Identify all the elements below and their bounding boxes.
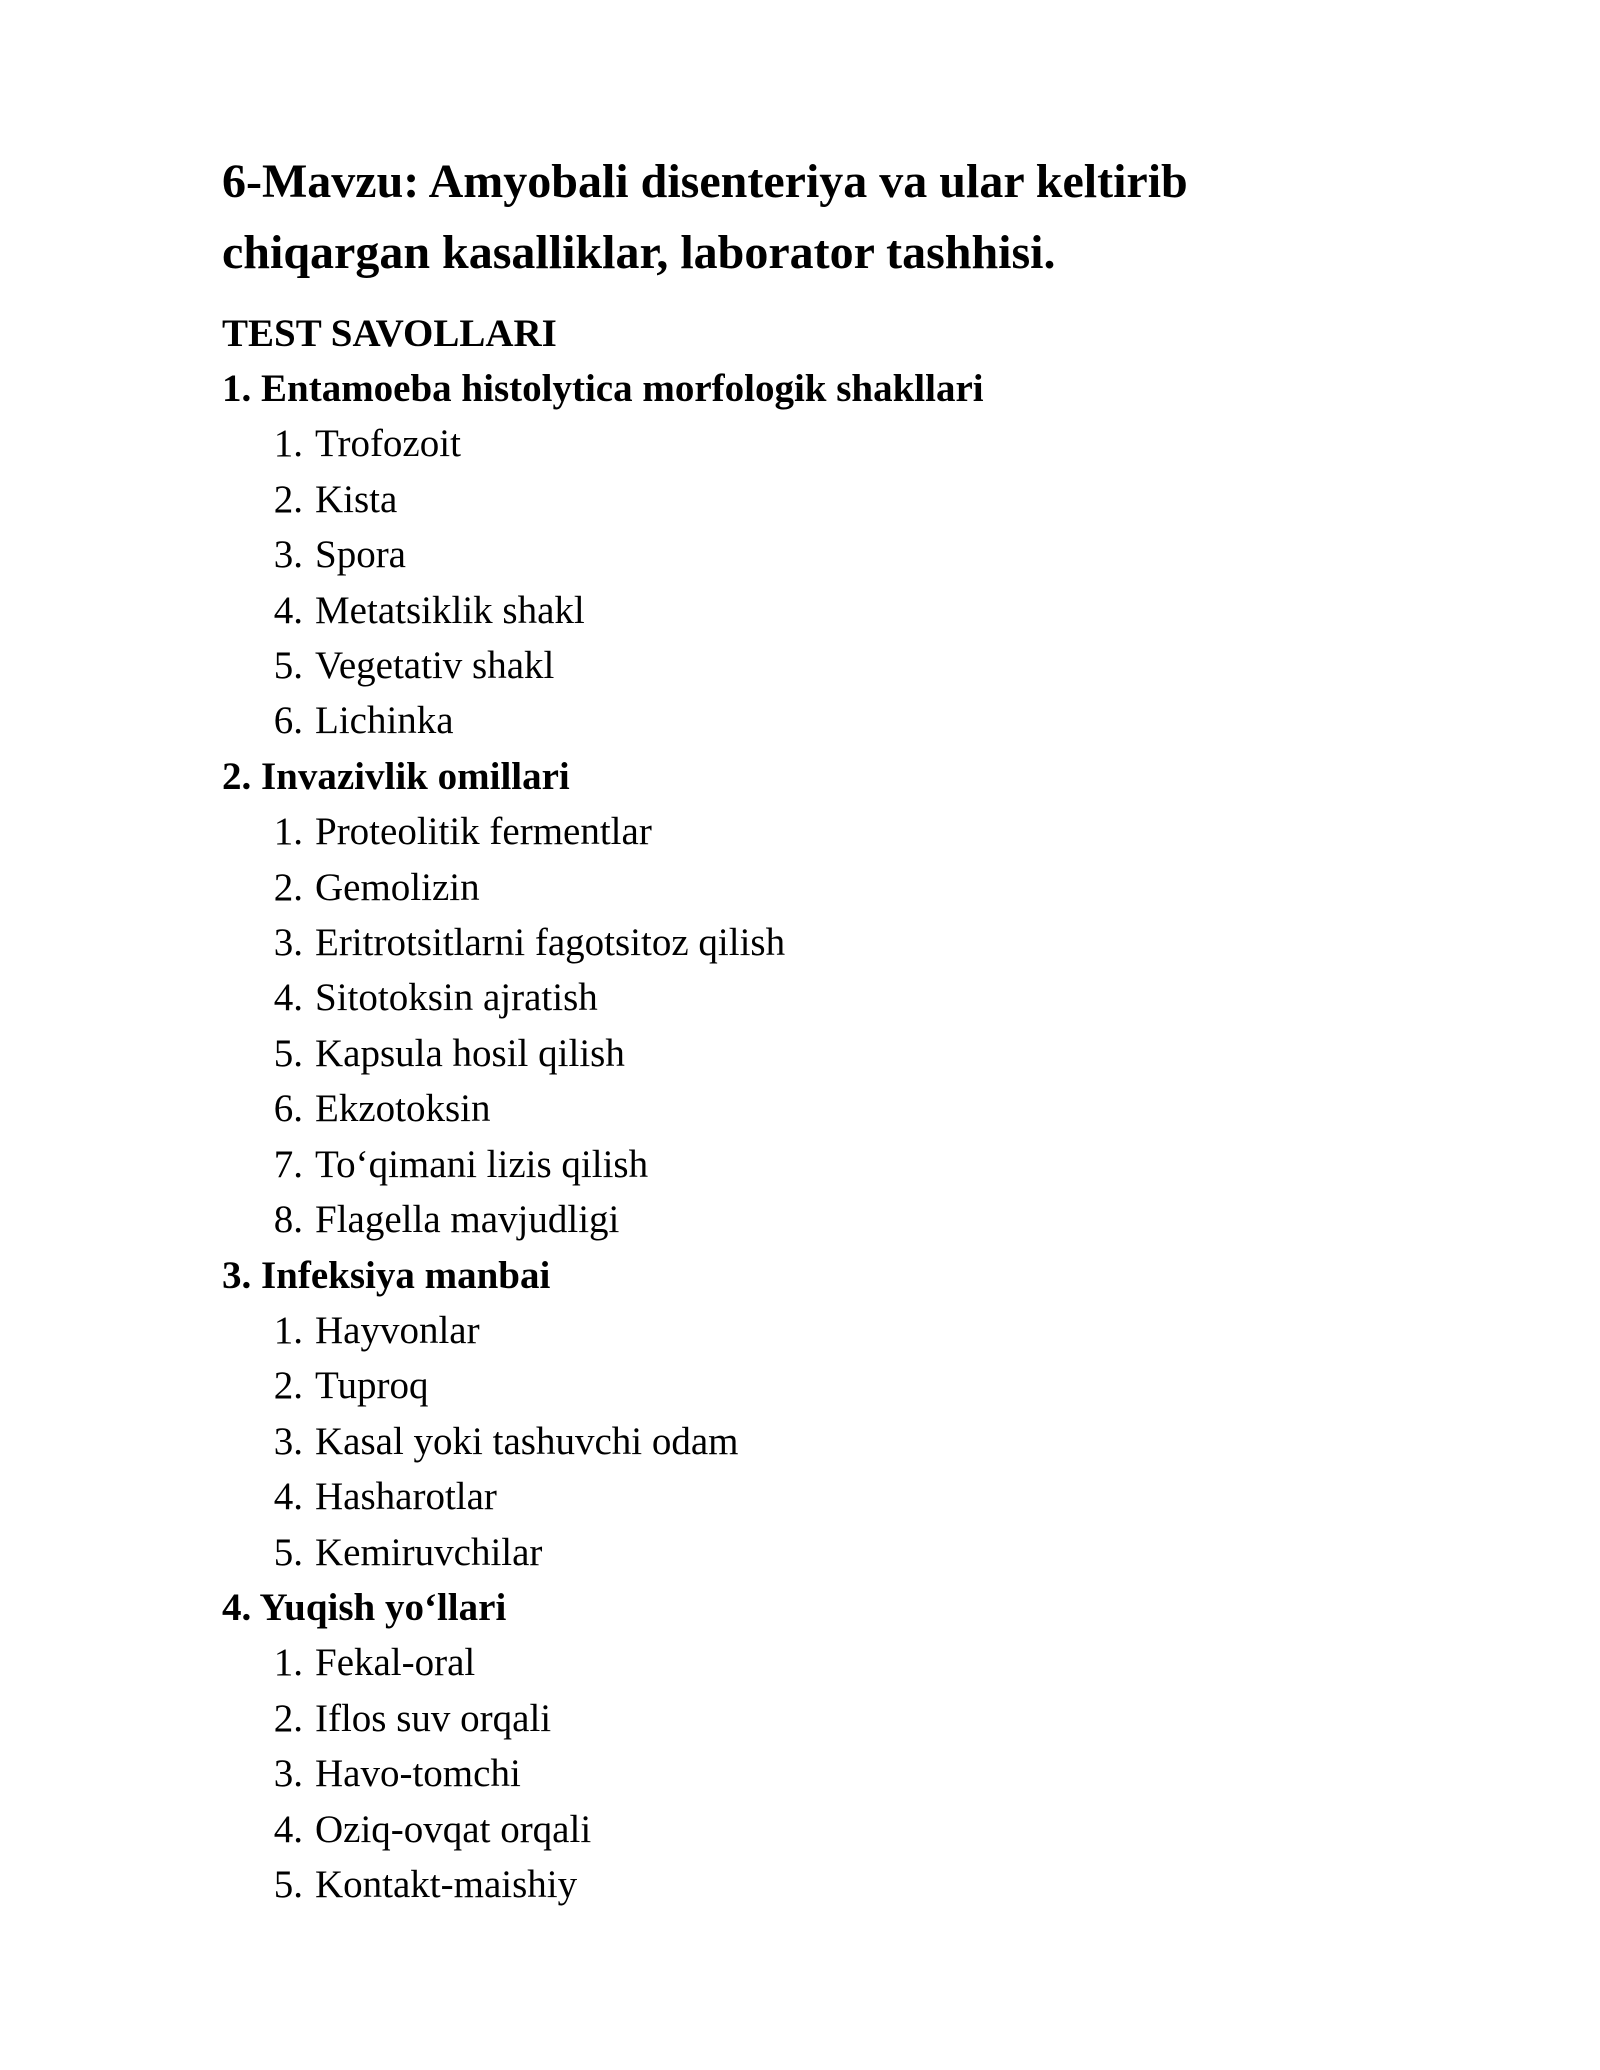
question-3: 3. Infeksiya manbai — [222, 1253, 551, 1297]
list-item — [222, 638, 1402, 693]
list-item — [222, 1137, 1402, 1192]
option-number: 5. — [273, 1530, 303, 1574]
option-number: 5. — [273, 644, 303, 688]
option-text: Lichinka — [315, 699, 454, 743]
option-list — [222, 804, 1402, 1247]
option-number: 2. — [273, 1364, 303, 1408]
option-text: Kemiruvchilar — [315, 1530, 543, 1574]
option-number: 3. — [273, 1419, 303, 1463]
option-text: To‘qimani lizis qilish — [315, 1142, 649, 1186]
option-number: 3. — [273, 533, 303, 577]
option-text: Proteolitik fermentlar — [315, 810, 652, 854]
list-item — [222, 1857, 1402, 1912]
option-text: Kasal yoki tashuvchi odam — [315, 1419, 739, 1463]
list-item — [222, 1303, 1402, 1358]
option-number: 2. — [273, 865, 303, 909]
list-item — [222, 1746, 1402, 1801]
option-number: 4. — [273, 976, 303, 1020]
list-item — [222, 915, 1402, 970]
option-list — [222, 416, 1402, 748]
option-number: 1. — [273, 1641, 303, 1685]
option-text: Trofozoit — [315, 422, 461, 466]
option-number: 2. — [273, 1696, 303, 1740]
question-list — [222, 361, 1402, 1912]
list-item — [222, 1525, 1402, 1580]
list-item — [222, 527, 1402, 582]
option-text: Vegetativ shakl — [315, 644, 555, 688]
option-text: Flagella mavjudligi — [315, 1198, 620, 1242]
option-text: Gemolizin — [315, 865, 480, 909]
question-4: 4. Yuqish yo‘llari — [222, 1585, 507, 1629]
option-text: Sitotoksin ajratish — [315, 976, 598, 1020]
option-text: Oziq-ovqat orqali — [315, 1807, 592, 1851]
list-item — [222, 1802, 1402, 1857]
option-text: Ekzotoksin — [315, 1087, 491, 1131]
list-item — [222, 1358, 1402, 1413]
list-item — [222, 1414, 1402, 1469]
option-text: Kapsula hosil qilish — [315, 1031, 625, 1075]
option-number: 6. — [273, 699, 303, 743]
document-title: 6-Mavzu: Amyobali disenteriya va ular keltirib chiqargan kasalliklar, laborator tashhisi. — [222, 155, 1188, 279]
question-2: 2. Invazivlik omillari — [222, 754, 570, 798]
list-item — [222, 583, 1402, 638]
option-number: 8. — [273, 1198, 303, 1242]
option-text: Spora — [315, 533, 406, 577]
list-item — [222, 804, 1402, 859]
document-page — [222, 146, 1402, 1912]
option-text: Tuproq — [315, 1364, 429, 1408]
list-item — [222, 416, 1402, 471]
option-number: 5. — [273, 1862, 303, 1906]
option-number: 2. — [273, 477, 303, 521]
list-item — [222, 1469, 1402, 1524]
option-number: 4. — [273, 588, 303, 632]
list-item — [222, 1691, 1402, 1746]
list-item — [222, 970, 1402, 1025]
question-1: 1. Entamoeba histolytica morfologik shakllari — [222, 367, 984, 410]
list-item — [222, 1026, 1402, 1081]
option-number: 1. — [273, 1308, 303, 1352]
list-item — [222, 693, 1402, 748]
option-text: Kontakt-maishiy — [315, 1862, 578, 1906]
option-text: Metatsiklik shakl — [315, 588, 585, 632]
list-item — [222, 1192, 1402, 1247]
option-text: Iflos suv orqali — [315, 1696, 552, 1740]
option-text: Hasharotlar — [315, 1475, 497, 1519]
option-number: 3. — [273, 1752, 303, 1796]
option-number: 7. — [273, 1142, 303, 1186]
option-number: 3. — [273, 921, 303, 965]
option-number: 1. — [273, 810, 303, 854]
option-text: Eritrotsitlarni fagotsitoz qilish — [315, 921, 786, 965]
section-heading: TEST SAVOLLARI — [222, 312, 557, 355]
list-item — [222, 472, 1402, 527]
option-list — [222, 1635, 1402, 1912]
list-item — [222, 1081, 1402, 1136]
option-number: 4. — [273, 1807, 303, 1851]
option-list — [222, 1303, 1402, 1580]
option-text: Fekal-oral — [315, 1641, 476, 1685]
option-text: Kista — [315, 477, 398, 521]
option-number: 5. — [273, 1031, 303, 1075]
list-item — [222, 1635, 1402, 1690]
option-number: 1. — [273, 422, 303, 466]
option-text: Hayvonlar — [315, 1308, 480, 1352]
option-text: Havo-tomchi — [315, 1752, 521, 1796]
option-number: 6. — [273, 1087, 303, 1131]
list-item — [222, 860, 1402, 915]
option-number: 4. — [273, 1475, 303, 1519]
